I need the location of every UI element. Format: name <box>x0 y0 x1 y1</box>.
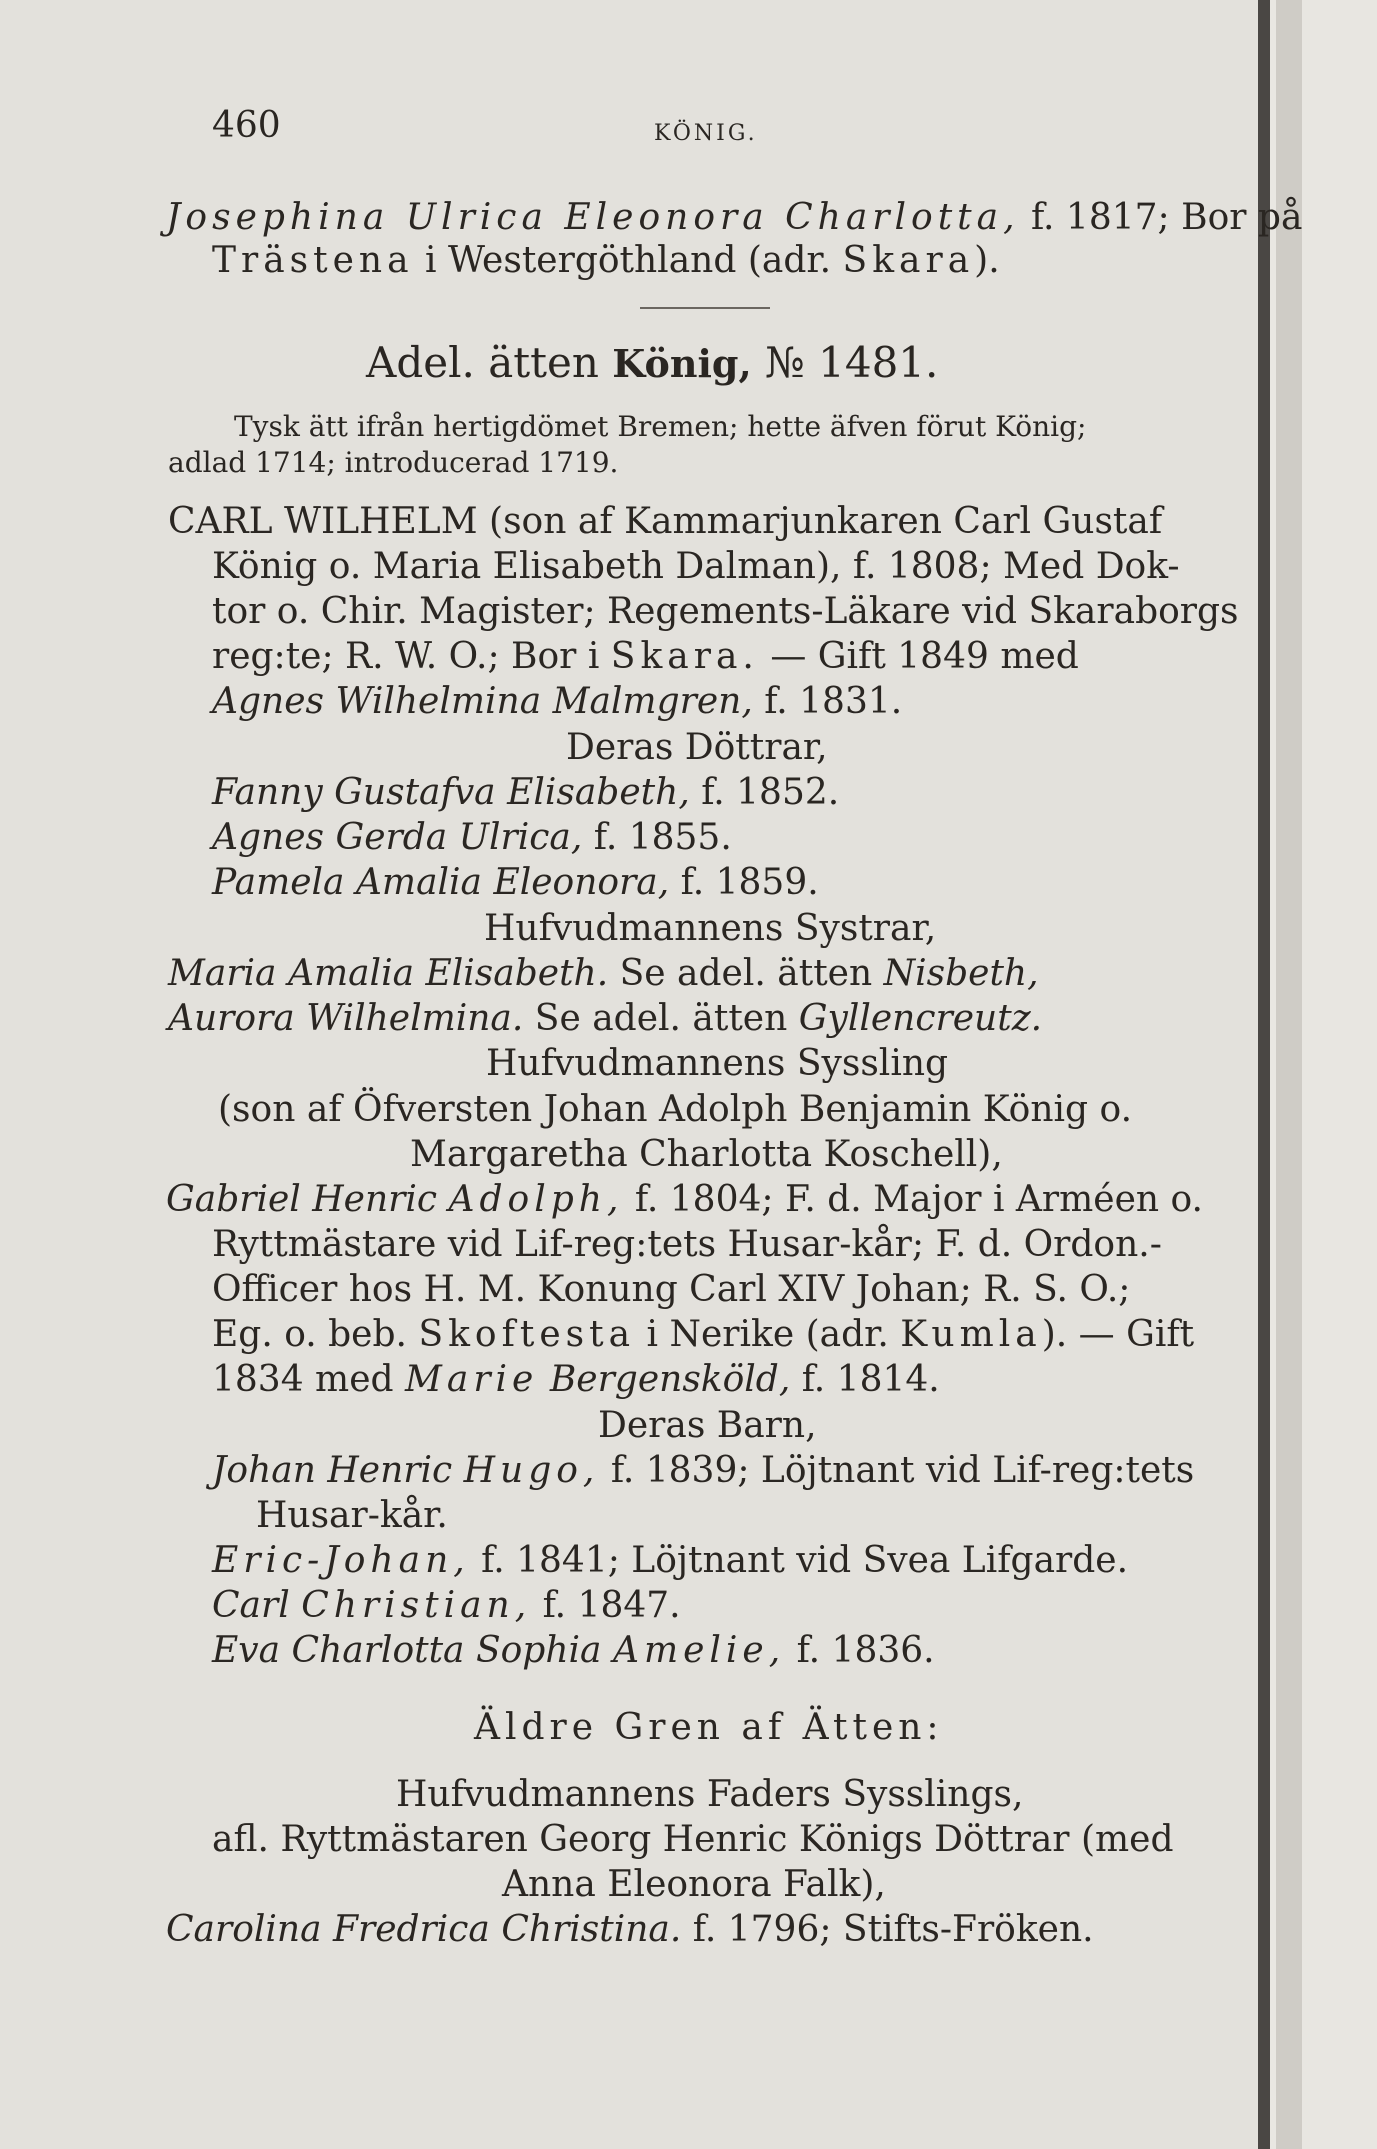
cousin-line5: 1834 med Marie Bergensköld, f. 1814. <box>212 1359 940 1400</box>
cousin-heading: Hufvudmannens Syssling <box>486 1043 949 1084</box>
cousin-parents-line1: (son af Öfversten Johan Adolph Benjamin König o. <box>218 1089 1133 1130</box>
older-branch-line3: Carolina Fredrica Christina. f. 1796; Stifts-Fröken. <box>166 1909 1094 1950</box>
carl-line2: König o. Maria Elisabeth Dalman), f. 1808; Med Dok- <box>212 546 1180 587</box>
intro-line1: Tysk ätt ifrån hertigdömet Bremen; hette äfven förut König; <box>234 410 1087 443</box>
older-branch-subheading: Hufvudmannens Faders Sysslings, <box>396 1774 1024 1815</box>
section-divider <box>640 307 770 309</box>
child-3: Carl Christian, f. 1847. <box>212 1585 681 1626</box>
sister-2: Aurora Wilhelmina. Se adel. ätten Gyllencreutz. <box>168 998 1043 1039</box>
cousin-parents-line2: Margaretha Charlotta Koschell), <box>410 1134 1003 1175</box>
child-1-line2: Husar-kår. <box>256 1495 448 1536</box>
daughter-1: Fanny Gustafva Elisabeth, f. 1852. <box>212 772 840 813</box>
cousin-line4: Eg. o. beb. Skoftesta i Nerike (adr. Kumla). — Gift <box>212 1314 1195 1355</box>
carl-line5: Agnes Wilhelmina Malmgren, f. 1831. <box>212 681 903 722</box>
carl-line4: reg:te; R. W. O.; Bor i Skara. — Gift 1849 med <box>212 636 1079 677</box>
child-1-line1: Johan Henric Hugo, f. 1839; Löjtnant vid Lif-reg:tets <box>212 1450 1195 1491</box>
daughter-3: Pamela Amalia Eleonora, f. 1859. <box>212 862 819 903</box>
family-heading: Adel. ätten König, № 1481. <box>366 338 939 387</box>
page-gutter-shadow <box>1276 0 1302 2149</box>
child-2: Eric-Johan, f. 1841; Löjtnant vid Svea Lifgarde. <box>212 1540 1129 1581</box>
intro-line2: adlad 1714; introducerad 1719. <box>168 446 619 479</box>
page-number: 460 <box>212 105 281 146</box>
daughters-heading: Deras Döttrar, <box>566 727 828 768</box>
child-4: Eva Charlotta Sophia Amelie, f. 1836. <box>212 1630 935 1671</box>
older-branch-line2: Anna Eleonora Falk), <box>502 1864 886 1905</box>
top-entry-line2: Trästena i Westergöthland (adr. Skara). <box>212 240 1000 281</box>
top-entry-line1: Josephina Ulrica Eleonora Charlotta, f. 1817; Bor på <box>166 197 1303 238</box>
page-gutter <box>1258 0 1270 2149</box>
sisters-heading: Hufvudmannens Systrar, <box>484 908 937 949</box>
cousin-line3: Officer hos H. M. Konung Carl XIV Johan; R. S. O.; <box>212 1269 1131 1310</box>
page-edge <box>1302 0 1377 2149</box>
cousin-line1: Gabriel Henric Adolph, f. 1804; F. d. Major i Arméen o. <box>166 1179 1203 1220</box>
running-head: KÖNIG. <box>654 121 758 146</box>
sister-1: Maria Amalia Elisabeth. Se adel. ätten Nisbeth, <box>168 953 1039 994</box>
older-branch-heading: Äldre Gren af Ätten: <box>474 1707 944 1748</box>
cousin-line2: Ryttmästare vid Lif-reg:tets Husar-kår; F. d. Ordon.- <box>212 1224 1162 1265</box>
children-heading: Deras Barn, <box>598 1405 817 1446</box>
carl-line3: tor o. Chir. Magister; Regements-Läkare vid Skaraborgs <box>212 591 1239 632</box>
older-branch-line1: afl. Ryttmästaren Georg Henric Königs Döttrar (med <box>212 1819 1174 1860</box>
daughter-2: Agnes Gerda Ulrica, f. 1855. <box>212 817 732 858</box>
carl-line1: CARL WILHELM (son af Kammarjunkaren Carl Gustaf <box>168 501 1163 542</box>
